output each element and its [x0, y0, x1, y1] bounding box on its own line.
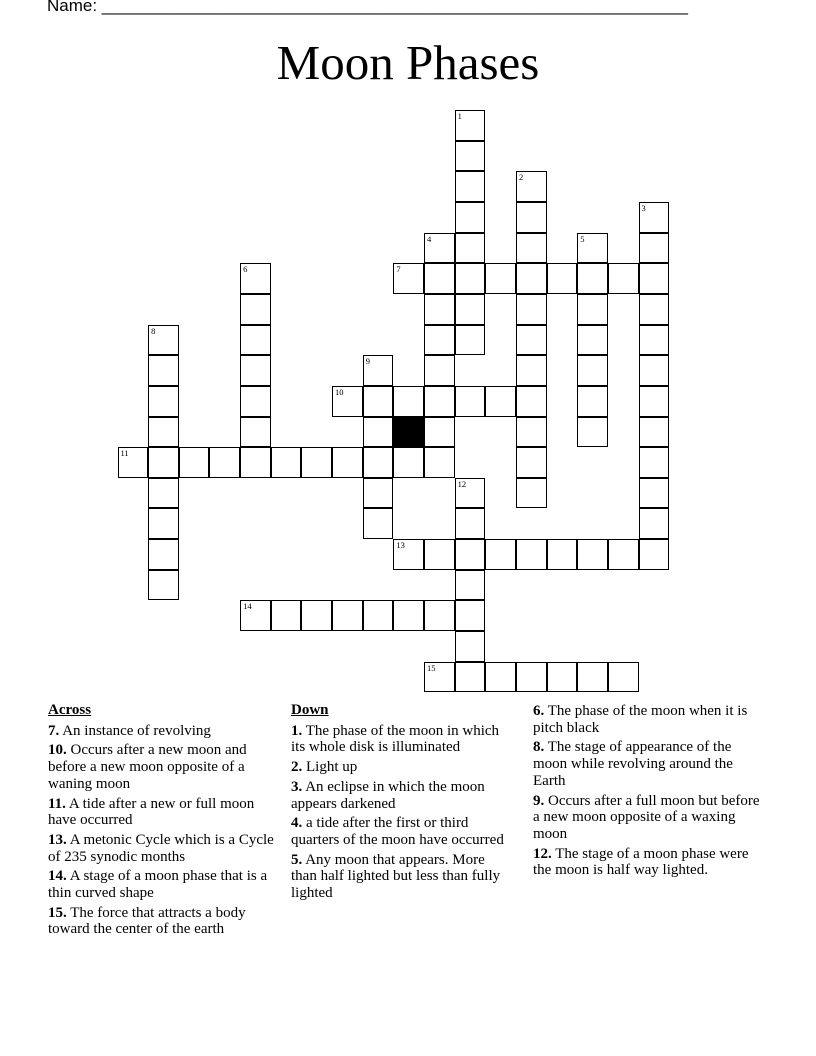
- clue-text: An instance of revolving: [62, 722, 211, 739]
- clue-number: 1: [457, 111, 462, 121]
- clue-number: 9: [365, 356, 370, 367]
- crossword-cell[interactable]: [577, 294, 608, 325]
- crossword-cell[interactable]: [424, 355, 455, 386]
- clue-number-label: 9.: [533, 792, 545, 809]
- crossword-cell[interactable]: [577, 355, 608, 386]
- crossword-cell[interactable]: [639, 202, 670, 233]
- crossword-cell[interactable]: [424, 386, 455, 417]
- clue-number-label: 5.: [291, 851, 303, 868]
- clue-number: 15: [427, 662, 436, 673]
- clue-text: Light up: [306, 759, 358, 776]
- crossword-cell[interactable]: [639, 325, 670, 356]
- across-clues: [48, 702, 276, 941]
- clue-number-label: 12.: [533, 845, 552, 862]
- clue-item: [48, 723, 276, 740]
- crossword-cell[interactable]: [577, 263, 608, 294]
- crossword-cell[interactable]: [639, 478, 670, 509]
- crossword-cell[interactable]: [363, 447, 394, 478]
- crossword-cell[interactable]: [240, 263, 271, 294]
- clue-item: [48, 905, 276, 938]
- crossword-cell[interactable]: [332, 600, 363, 631]
- clue-text: The phase of the moon in which its whole disk is illuminated: [291, 722, 500, 756]
- crossword-cell[interactable]: [240, 386, 271, 417]
- crossword-cell[interactable]: [393, 386, 424, 417]
- crossword-cell[interactable]: [516, 478, 547, 509]
- crossword-cell[interactable]: [209, 447, 240, 478]
- clue-number: 10: [335, 386, 344, 397]
- crossword-cell[interactable]: [516, 355, 547, 386]
- crossword-cell[interactable]: [577, 233, 608, 264]
- clue-number-label: 10.: [48, 742, 67, 759]
- crossword-cell[interactable]: [639, 508, 670, 539]
- clue-number: 3: [641, 202, 646, 213]
- crossword-cell[interactable]: [424, 263, 455, 294]
- crossword-cell[interactable]: [148, 386, 179, 417]
- crossword-block-cell: [393, 417, 424, 448]
- clue-number: 4: [427, 233, 432, 244]
- clue-text: An eclipse in which the moon appears darkened: [291, 778, 485, 812]
- clue-number-label: 7.: [48, 722, 60, 739]
- crossword-cell[interactable]: [455, 110, 486, 141]
- clue-item: [48, 796, 276, 829]
- crossword-cell[interactable]: [424, 539, 455, 570]
- clue-text: Occurs after a full moon but before a new moon opposite of a waxing moon: [533, 792, 760, 842]
- clue-number: 12: [457, 478, 467, 489]
- crossword-cell[interactable]: [455, 263, 486, 294]
- clue-item: [533, 793, 765, 843]
- crossword-cell[interactable]: [577, 417, 608, 448]
- crossword-cell[interactable]: [455, 233, 486, 264]
- clue-item: [48, 868, 276, 901]
- clue-number-label: 13.: [48, 831, 67, 848]
- crossword-cell[interactable]: [271, 447, 302, 478]
- crossword-cell[interactable]: [455, 600, 486, 631]
- clue-number: 11: [120, 448, 129, 459]
- crossword-cell[interactable]: [148, 325, 179, 356]
- down-clues: [291, 702, 511, 905]
- crossword-cell[interactable]: [516, 447, 547, 478]
- down-clues-continued: [533, 703, 765, 882]
- crossword-cell[interactable]: [608, 263, 639, 294]
- crossword-cell[interactable]: [577, 539, 608, 570]
- crossword-cell[interactable]: [608, 662, 639, 693]
- crossword-cell[interactable]: [148, 570, 179, 601]
- crossword-cell[interactable]: [639, 294, 670, 325]
- crossword-cell[interactable]: [363, 355, 394, 386]
- clue-number: 6: [243, 264, 248, 275]
- crossword-cell[interactable]: [363, 478, 394, 509]
- crossword-cell[interactable]: [424, 417, 455, 448]
- crossword-cell[interactable]: [240, 417, 271, 448]
- crossword-cell[interactable]: [516, 263, 547, 294]
- crossword-cell[interactable]: [516, 171, 547, 202]
- clue-number: 7: [396, 264, 401, 275]
- crossword-cell[interactable]: [608, 539, 639, 570]
- crossword-cell[interactable]: [455, 570, 486, 601]
- crossword-cell[interactable]: [455, 631, 486, 662]
- crossword-cell[interactable]: [639, 539, 670, 570]
- crossword-cell[interactable]: [455, 141, 486, 172]
- clue-number: 2: [518, 172, 524, 183]
- crossword-cell[interactable]: [271, 600, 302, 631]
- clue-number: 5: [580, 233, 585, 244]
- clue-text: A metonic Cycle which is a Cycle of 235 synodic months: [48, 831, 274, 865]
- crossword-cell[interactable]: [516, 662, 547, 693]
- clue-number-label: 4.: [291, 815, 303, 832]
- clue-text: Any moon that appears. More than half lighted but less than fully lighted: [291, 851, 501, 902]
- crossword-cell[interactable]: [240, 325, 271, 356]
- clue-number: 8: [151, 325, 156, 336]
- crossword-cell[interactable]: [393, 263, 424, 294]
- crossword-cell[interactable]: [455, 294, 486, 325]
- crossword-cell[interactable]: [455, 478, 486, 509]
- crossword-cell[interactable]: [332, 386, 363, 417]
- crossword-cell[interactable]: [393, 600, 424, 631]
- clue-item: [533, 739, 765, 789]
- clue-text: A tide after a new or full moon have occurred: [48, 795, 255, 829]
- clue-number-label: 6.: [533, 703, 545, 719]
- crossword-cell[interactable]: [424, 294, 455, 325]
- crossword-cell[interactable]: [639, 233, 670, 264]
- crossword-cell[interactable]: [455, 386, 486, 417]
- clue-text: Occurs after a new moon and before a new moon opposite of a waning moon: [48, 742, 247, 792]
- crossword-cell[interactable]: [148, 417, 179, 448]
- crossword-cell[interactable]: [240, 600, 271, 631]
- clue-item: [291, 723, 511, 756]
- crossword-cell[interactable]: [485, 263, 516, 294]
- clue-item: [48, 832, 276, 865]
- clue-item: [291, 779, 511, 812]
- crossword-cell[interactable]: [455, 325, 486, 356]
- crossword-cell[interactable]: [118, 447, 149, 478]
- crossword-cell[interactable]: [639, 417, 670, 448]
- crossword-cell[interactable]: [577, 386, 608, 417]
- crossword-cell[interactable]: [393, 447, 424, 478]
- clue-number-label: 8.: [533, 739, 545, 756]
- crossword-cell[interactable]: [516, 294, 547, 325]
- clue-item: [533, 846, 765, 879]
- clue-text: The force that attracts a body toward the center of the earth: [48, 904, 246, 938]
- crossword-cell[interactable]: [577, 325, 608, 356]
- clue-number-label: 14.: [48, 868, 67, 885]
- crossword-cell[interactable]: [363, 508, 394, 539]
- clue-text: a tide after the first or third quarters of the moon have occurred: [291, 815, 504, 848]
- crossword-cell[interactable]: [148, 447, 179, 478]
- clue-item: [291, 759, 511, 776]
- crossword-cell[interactable]: [455, 202, 486, 233]
- crossword-cell[interactable]: [639, 447, 670, 478]
- crossword-cell[interactable]: [240, 447, 271, 478]
- clue-text: The stage of a moon phase were the moon is half way lighted.: [533, 845, 749, 879]
- clue-text: The phase of the moon when it is pitch black: [533, 703, 748, 736]
- crossword-cell[interactable]: [485, 539, 516, 570]
- page-title: Moon Phases: [276, 35, 540, 90]
- crossword-cell[interactable]: [424, 447, 455, 478]
- crossword-cell[interactable]: [363, 600, 394, 631]
- clue-number: 14: [243, 601, 252, 612]
- crossword-cell[interactable]: [577, 662, 608, 693]
- crossword-cell[interactable]: [363, 386, 394, 417]
- down-heading: Down: [291, 702, 329, 718]
- crossword-cell[interactable]: [179, 447, 210, 478]
- crossword-cell[interactable]: [424, 325, 455, 356]
- clue-item: [48, 742, 276, 792]
- crossword-cell[interactable]: [516, 417, 547, 448]
- crossword-cell[interactable]: [455, 539, 486, 570]
- crossword-cell[interactable]: [485, 662, 516, 693]
- crossword-cell[interactable]: [148, 478, 179, 509]
- crossword-cell[interactable]: [639, 263, 670, 294]
- crossword-cell[interactable]: [148, 539, 179, 570]
- clue-item: [291, 852, 511, 902]
- clue-number-label: 11.: [48, 795, 66, 812]
- crossword-cell[interactable]: [547, 263, 578, 294]
- crossword-cell[interactable]: [424, 662, 455, 693]
- crossword-cell[interactable]: [547, 662, 578, 693]
- crossword-cell[interactable]: [516, 202, 547, 233]
- crossword-cell[interactable]: [516, 386, 547, 417]
- clue-number-label: 3.: [291, 778, 303, 795]
- crossword-cell[interactable]: [240, 294, 271, 325]
- crossword-cell[interactable]: [455, 508, 486, 539]
- crossword-cell[interactable]: [424, 233, 455, 264]
- crossword-cell[interactable]: [516, 539, 547, 570]
- clue-number: 13: [396, 540, 405, 551]
- name-field-label: Name: ______________________________________________________________: [47, 0, 688, 15]
- crossword-cell[interactable]: [240, 355, 271, 386]
- crossword-cell[interactable]: [301, 447, 332, 478]
- crossword-cell[interactable]: [148, 355, 179, 386]
- clue-number-label: 1.: [291, 722, 303, 739]
- crossword-cell[interactable]: [639, 355, 670, 386]
- clue-item: [291, 815, 511, 848]
- crossword-cell[interactable]: [639, 386, 670, 417]
- crossword-cell[interactable]: [516, 325, 547, 356]
- crossword-cell[interactable]: [301, 600, 332, 631]
- crossword-cell[interactable]: [363, 417, 394, 448]
- crossword-cell[interactable]: [148, 508, 179, 539]
- clue-item: [533, 703, 765, 736]
- crossword-cell[interactable]: [485, 386, 516, 417]
- crossword-cell[interactable]: [455, 171, 486, 202]
- crossword-cell[interactable]: [455, 662, 486, 693]
- crossword-cell[interactable]: [332, 447, 363, 478]
- clue-number-label: 2.: [291, 759, 303, 776]
- across-heading: Across: [48, 702, 92, 718]
- crossword-cell[interactable]: [393, 539, 424, 570]
- crossword-cell[interactable]: [547, 539, 578, 570]
- clue-text: The stage of appearance of the moon while revolving around the Earth: [533, 739, 733, 789]
- clue-number-label: 15.: [48, 904, 67, 921]
- clue-text: A stage of a moon phase that is a thin curved shape: [48, 868, 268, 902]
- crossword-cell[interactable]: [424, 600, 455, 631]
- crossword-cell[interactable]: [516, 233, 547, 264]
